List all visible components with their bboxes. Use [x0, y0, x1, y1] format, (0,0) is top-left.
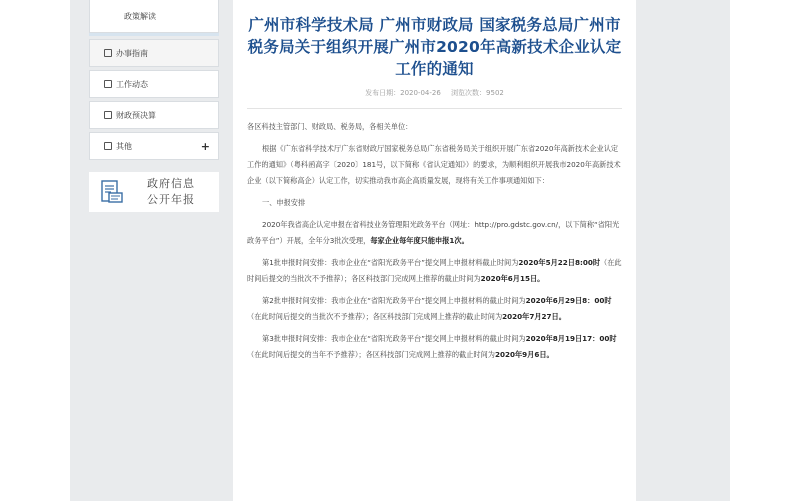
batch1-text-c: （在此时间后提交的当批次不予推荐）；各区科技部门完成网上推荐的截止时间为	[247, 258, 622, 283]
sidebar-subitem-label: 政策解读	[124, 11, 156, 21]
article-body	[247, 119, 622, 363]
sidebar-item-label: 财政预决算	[116, 110, 156, 120]
document-icon	[104, 111, 112, 119]
sidebar-item-label: 办事指南	[116, 48, 148, 58]
sidebar-item-label: 工作动态	[116, 79, 148, 89]
document-icon	[104, 49, 112, 57]
batch3-recommend-bold: 2020年9月6日。	[494, 350, 554, 359]
gov-info-text	[147, 176, 195, 208]
batch2-recommend-bold: 2020年7月27日。	[502, 312, 566, 321]
sidebar-divider	[89, 33, 219, 36]
sidebar-item-other[interactable]	[89, 132, 219, 160]
intro-paragraph: 根据《广东省科学技术厅广东省财政厅国家税务总局广东省税务局关于组织开展广东省2020年高新技术企业认定工作的通知》（粤科函高字〔2020〕181号，以下简称《省认定通知》）的要求，为顺利组织开展我市2020年高新技术企业（以下简称高企）认定工作，切实推动我市高企高质量发展，现将有关工作事项通知如下：	[247, 144, 621, 185]
title-divider	[247, 108, 622, 109]
platform-text: 2020年我省高企认定申报在省科技业务管理阳光政务平台（网址：http://pro.gdstc.gov.cn/，以下简称“省阳光政务平台”）开展，全年分3批次受理，	[247, 220, 620, 245]
batch3-text-c: （在此时间后提交的当年不予推荐）；各区科技部门完成网上推荐的截止时间为	[247, 350, 495, 359]
article-meta	[247, 88, 622, 98]
gov-card-line2: 公开年报	[147, 193, 195, 206]
batch1-deadline-bold: 2020年5月22日8:00时	[518, 258, 601, 267]
batch2-text-c: （在此时间后提交的当批次不予推荐）；各区科技部门完成网上推荐的截止时间为	[247, 312, 503, 321]
gov-info-annual-report-card[interactable]	[89, 172, 219, 212]
batch1-recommend-bold: 2020年6月15日。	[480, 274, 545, 283]
sidebar-item-label: 其他	[116, 141, 132, 151]
batch2-text-a: 第2批申报时间安排：我市企业在“省阳光政务平台”提交网上申报材料的截止时间为	[262, 296, 526, 305]
batch1-text-a: 第1批申报时间安排：我市企业在“省阳光政务平台”提交网上申报材料截止时间为	[262, 258, 519, 267]
view-count: 浏览次数：9502	[451, 89, 504, 97]
batch1-paragraph	[247, 255, 622, 287]
publish-date: 发布日期：2020-04-26	[365, 89, 441, 97]
document-icon	[104, 80, 112, 88]
sidebar-item-guide[interactable]	[89, 39, 219, 67]
sidebar	[89, 0, 219, 212]
section-heading: 一、申报安排	[262, 198, 306, 207]
document-icon	[104, 142, 112, 150]
batch3-deadline-bold: 2020年8月19日17：00时	[525, 334, 617, 343]
batch3-text-a: 第3批申报时间安排：我市企业在“省阳光政务平台”提交网上申报材料的截止时间为	[262, 334, 526, 343]
article-title: 广州市科学技术局 广州市财政局 国家税务总局广州市税务局关于组织开展广州市2020年高新技术企业认定工作的通知	[247, 16, 622, 78]
batch3-paragraph	[247, 331, 622, 363]
expand-plus-icon[interactable]: +	[200, 139, 210, 153]
gov-card-line1: 政府信息	[147, 177, 195, 190]
sidebar-subitem-policy-interpretation[interactable]	[89, 0, 219, 33]
batch2-paragraph	[247, 293, 622, 325]
sidebar-item-news[interactable]	[89, 70, 219, 98]
greeting-paragraph: 各区科技主管部门、财政局、税务局，各相关单位：	[247, 122, 413, 131]
platform-rule-bold: 每家企业每年度只能申报1次。	[370, 236, 469, 245]
platform-paragraph	[247, 217, 622, 249]
article-panel	[233, 0, 636, 501]
batch2-deadline-bold: 2020年6月29日8：00时	[525, 296, 612, 305]
report-document-icon	[99, 179, 125, 205]
sidebar-item-budget[interactable]	[89, 101, 219, 129]
